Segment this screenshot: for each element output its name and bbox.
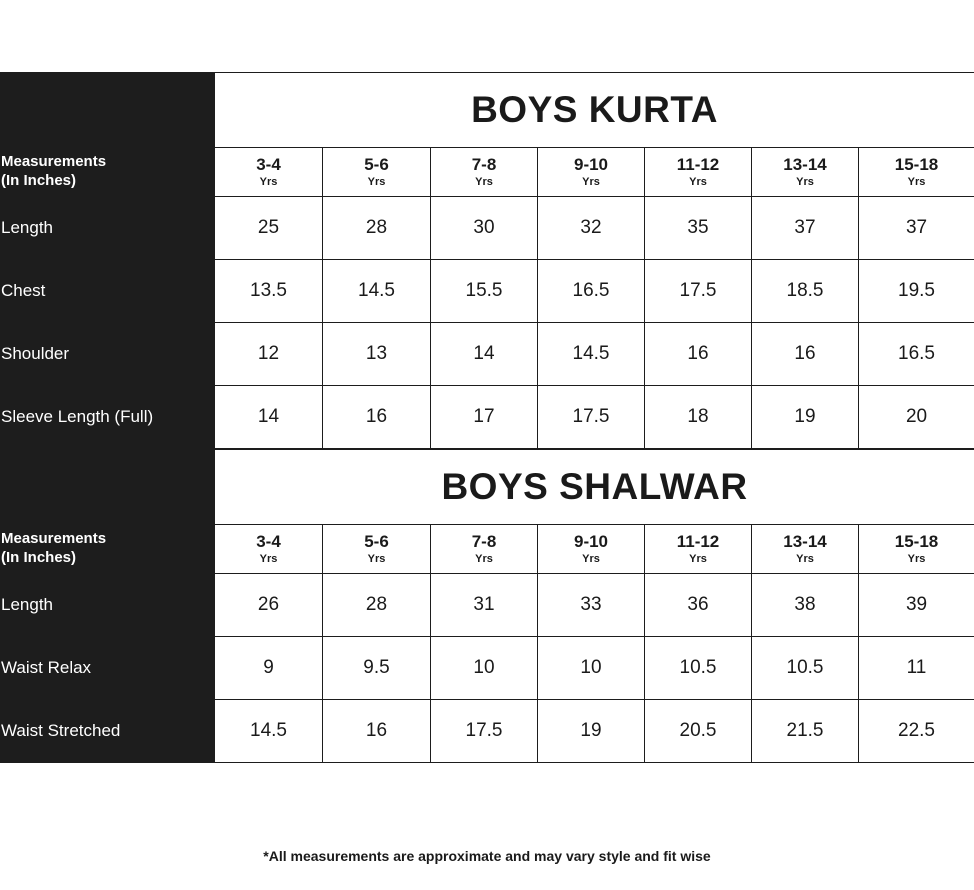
column-header-age bbox=[323, 148, 431, 197]
table-cell: 31 bbox=[431, 574, 538, 637]
table-cell: 14 bbox=[431, 323, 538, 386]
table-cell: 14.5 bbox=[538, 323, 645, 386]
age-unit: Yrs bbox=[259, 553, 278, 566]
table-cell: 33 bbox=[538, 574, 645, 637]
table-cell: 16.5 bbox=[538, 260, 645, 323]
table-cell: 9 bbox=[215, 637, 323, 700]
table-cell: 14.5 bbox=[323, 260, 431, 323]
age-range: 11-12 bbox=[676, 531, 720, 551]
table-cell: 16 bbox=[752, 323, 859, 386]
age-range: 7-8 bbox=[471, 154, 497, 174]
row-label: Length bbox=[1, 574, 215, 637]
age-range: 3-4 bbox=[256, 154, 281, 174]
age-range: 5-6 bbox=[364, 154, 389, 174]
table-cell: 35 bbox=[645, 197, 752, 260]
table-cell: 17.5 bbox=[538, 386, 645, 449]
table-cell: 16 bbox=[323, 386, 431, 449]
age-range: 15-18 bbox=[894, 154, 939, 174]
table-cell: 16 bbox=[323, 700, 431, 763]
table-cell: 39 bbox=[859, 574, 974, 637]
column-header-age bbox=[431, 148, 538, 197]
measurements-header-line2: (In Inches) bbox=[1, 549, 77, 566]
row-label: Sleeve Length (Full) bbox=[1, 386, 215, 449]
table-cell: 17 bbox=[431, 386, 538, 449]
age-unit: Yrs bbox=[907, 553, 926, 566]
table-cell: 20 bbox=[859, 386, 974, 449]
column-header-age bbox=[538, 148, 645, 197]
table-cell: 30 bbox=[431, 197, 538, 260]
age-unit: Yrs bbox=[367, 176, 386, 189]
table-cell: 16.5 bbox=[859, 323, 974, 386]
table-cell: 10.5 bbox=[645, 637, 752, 700]
size-table-boys-shalwar bbox=[0, 449, 974, 763]
table-header-row bbox=[1, 148, 974, 197]
age-range: 9-10 bbox=[573, 531, 609, 551]
table-cell: 32 bbox=[538, 197, 645, 260]
table-cell: 18.5 bbox=[752, 260, 859, 323]
table-cell: 17.5 bbox=[645, 260, 752, 323]
table-cell: 21.5 bbox=[752, 700, 859, 763]
table-row bbox=[1, 386, 974, 449]
measurements-header-line1: Measurements bbox=[1, 153, 107, 171]
table-cell: 13.5 bbox=[215, 260, 323, 323]
size-table-boys-kurta bbox=[0, 72, 974, 449]
age-unit: Yrs bbox=[689, 553, 707, 566]
table-cell: 20.5 bbox=[645, 700, 752, 763]
table-cell: 10.5 bbox=[752, 637, 859, 700]
age-range: 7-8 bbox=[471, 531, 497, 551]
column-header-age bbox=[538, 525, 645, 574]
table-title-row bbox=[1, 73, 974, 148]
table-cell: 37 bbox=[859, 197, 974, 260]
table-cell: 9.5 bbox=[323, 637, 431, 700]
table-header-row bbox=[1, 525, 974, 574]
row-label: Shoulder bbox=[1, 323, 215, 386]
table-cell: 10 bbox=[538, 637, 645, 700]
table-row bbox=[1, 197, 974, 260]
table-cell: 36 bbox=[645, 574, 752, 637]
age-unit: Yrs bbox=[367, 553, 386, 566]
age-unit: Yrs bbox=[582, 553, 600, 566]
table-cell: 19 bbox=[752, 386, 859, 449]
table-cell: 17.5 bbox=[431, 700, 538, 763]
row-label: Waist Relax bbox=[1, 637, 215, 700]
measurements-header bbox=[1, 525, 215, 574]
table-cell: 25 bbox=[215, 197, 323, 260]
table-row bbox=[1, 574, 974, 637]
table-cell: 37 bbox=[752, 197, 859, 260]
table-cell: 18 bbox=[645, 386, 752, 449]
measurements-header bbox=[1, 148, 215, 197]
age-unit: Yrs bbox=[475, 553, 493, 566]
table-title-row bbox=[1, 450, 974, 525]
column-header-age bbox=[645, 525, 752, 574]
age-unit: Yrs bbox=[689, 176, 707, 189]
size-chart-tables bbox=[0, 72, 974, 763]
table-title: BOYS KURTA bbox=[215, 73, 974, 148]
footnote: *All measurements are approximate and may vary style and fit wise bbox=[263, 848, 711, 864]
table-cell: 28 bbox=[323, 574, 431, 637]
age-unit: Yrs bbox=[907, 176, 926, 189]
table-cell: 16 bbox=[645, 323, 752, 386]
row-label: Waist Stretched bbox=[1, 700, 215, 763]
age-range: 3-4 bbox=[256, 531, 281, 551]
table-cell: 14.5 bbox=[215, 700, 323, 763]
table-row bbox=[1, 637, 974, 700]
table-row bbox=[1, 700, 974, 763]
table-cell: 15.5 bbox=[431, 260, 538, 323]
table-cell: 11 bbox=[859, 637, 974, 700]
column-header-age bbox=[859, 525, 974, 574]
column-header-age bbox=[431, 525, 538, 574]
title-spacer-cell bbox=[1, 73, 215, 148]
column-header-age bbox=[752, 525, 859, 574]
table-cell: 19.5 bbox=[859, 260, 974, 323]
table-cell: 26 bbox=[215, 574, 323, 637]
age-unit: Yrs bbox=[475, 176, 493, 189]
column-header-age bbox=[215, 148, 323, 197]
measurements-header-line2: (In Inches) bbox=[1, 172, 77, 189]
column-header-age bbox=[645, 148, 752, 197]
table-cell: 10 bbox=[431, 637, 538, 700]
table-cell: 12 bbox=[215, 323, 323, 386]
measurements-header-line1: Measurements bbox=[1, 530, 107, 548]
age-range: 5-6 bbox=[364, 531, 389, 551]
age-range: 9-10 bbox=[573, 154, 609, 174]
age-range: 13-14 bbox=[783, 154, 827, 174]
age-unit: Yrs bbox=[259, 176, 278, 189]
table-cell: 14 bbox=[215, 386, 323, 449]
column-header-age bbox=[859, 148, 974, 197]
row-label: Length bbox=[1, 197, 215, 260]
column-header-age bbox=[752, 148, 859, 197]
table-row bbox=[1, 260, 974, 323]
row-label: Chest bbox=[1, 260, 215, 323]
table-cell: 19 bbox=[538, 700, 645, 763]
table-cell: 28 bbox=[323, 197, 431, 260]
age-range: 11-12 bbox=[676, 154, 720, 174]
column-header-age bbox=[323, 525, 431, 574]
table-cell: 22.5 bbox=[859, 700, 974, 763]
age-unit: Yrs bbox=[582, 176, 600, 189]
title-spacer-cell bbox=[1, 450, 215, 525]
table-cell: 13 bbox=[323, 323, 431, 386]
age-range: 13-14 bbox=[783, 531, 827, 551]
age-unit: Yrs bbox=[796, 553, 814, 566]
age-unit: Yrs bbox=[796, 176, 814, 189]
table-title: BOYS SHALWAR bbox=[215, 450, 974, 525]
table-cell: 38 bbox=[752, 574, 859, 637]
age-range: 15-18 bbox=[894, 531, 939, 551]
table-row bbox=[1, 323, 974, 386]
column-header-age bbox=[215, 525, 323, 574]
